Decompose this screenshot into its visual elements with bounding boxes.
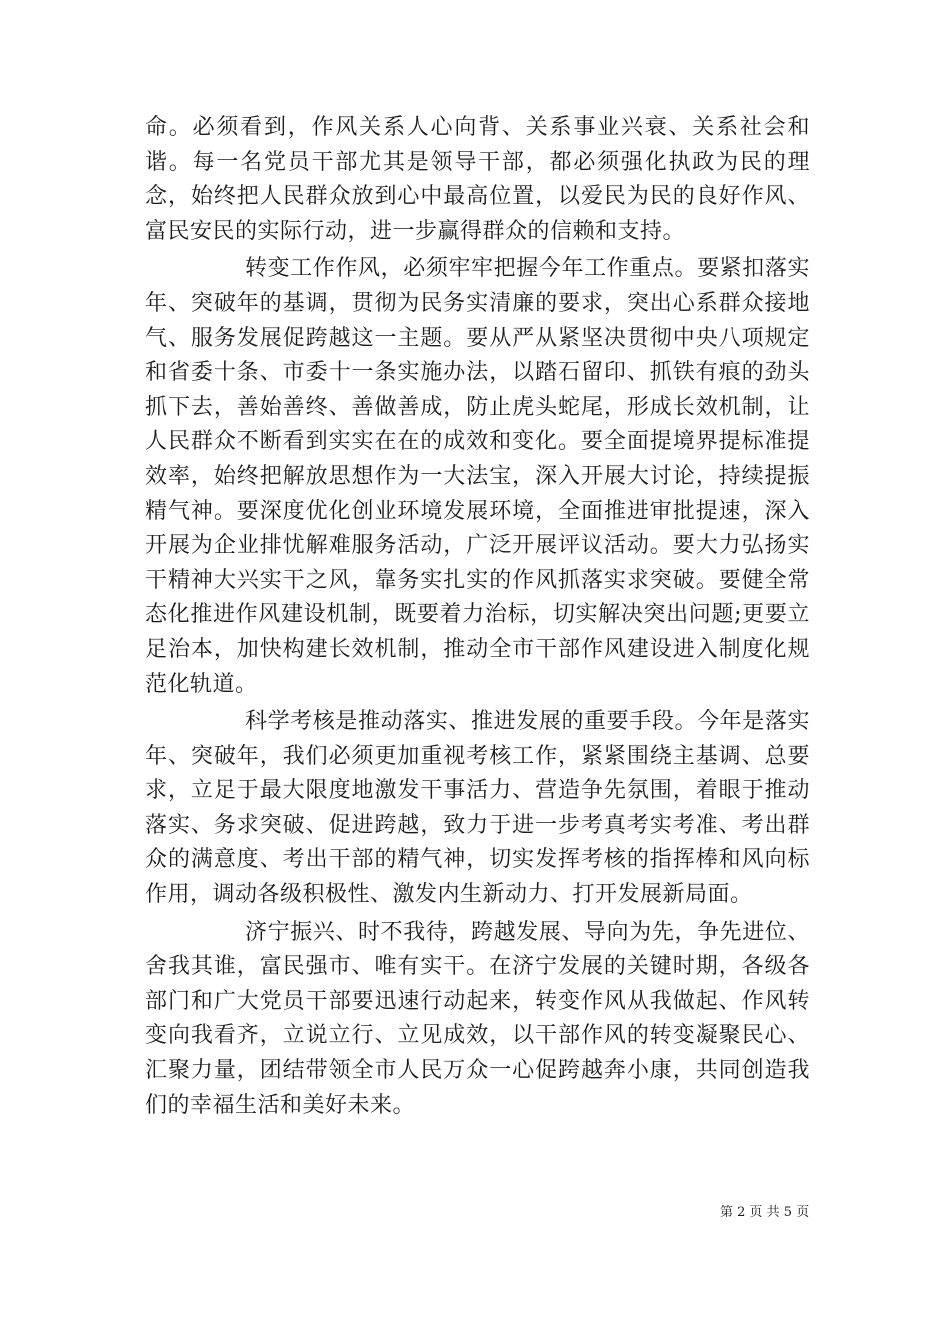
paragraph-assessment: 科学考核是推动落实、推进发展的重要手段。今年是落实年、突破年，我们必须更加重视考核工作，紧紧围绕主基调、总要求，立足于最大限度地激发干事活力、营造争先氛围，着眼于推动落实、务求突破、促进跨越，致力于进一步考真考实考准、考出群众的满意度、考出干部的精气神，切实发挥考核的指挥棒和风向标作用，调动各级积极性、激发内生新动力、打开发展新局面。 xyxy=(145,709,810,908)
paragraph-jining: 济宁振兴、时不我待，跨越发展、导向为先，争先进位、舍我其谁，富民强市、唯有实干。在济宁发展的关键时期，各级各部门和广大党员干部要迅速行动起来，转变作风从我做起、作风转变向我看齐，立说立行、立见成效，以干部作风的转变凝聚民心、汇聚力量，团结带领全市人民万众一心促跨越奔小康，共同创造我们的幸福生活和美好未来。 xyxy=(145,919,810,1118)
document-body xyxy=(145,111,810,1126)
page-number-footer: 第 2 页 共 5 页 xyxy=(720,1205,810,1220)
paragraph-continuation: 命。必须看到，作风关系人心向背、关系事业兴衰、关系社会和谐。每一名党员干部尤其是领导干部，都必须强化执政为民的理念，始终把人民群众放到心中最高位置，以爱民为民的良好作风、富民安民的实际行动，进一步赢得群众的信赖和支持。 xyxy=(145,115,810,244)
paragraph-work-style: 转变工作作风，必须牢牢把握今年工作重点。要紧扣落实年、突破年的基调，贯彻为民务实清廉的要求，突出心系群众接地气、服务发展促跨越这一主题。要从严从紧坚决贯彻中央八项规定和省委十条、市委十一条实施办法，以踏石留印、抓铁有痕的劲头抓下去，善始善终、善做善成，防止虎头蛇尾，形成长效机制，让人民群众不断看到实实在在的成效和变化。要全面提境界提标准提效率，始终把解放思想作为一大法宝，深入开展大讨论，持续提振精气神。要深度优化创业环境发展环境，全面推进审批提速，深入开展为企业排忧解难服务活动，广泛开展评议活动。要大力弘扬实干精神大兴实干之风，靠务实扎实的作风抓落实求突破。要健全常态化推进作风建设机制，既要着力治标，切实解决突出问题;更要立足治本，加快构建长效机制，推动全市干部作风建设进入制度化规范化轨道。 xyxy=(145,256,810,697)
